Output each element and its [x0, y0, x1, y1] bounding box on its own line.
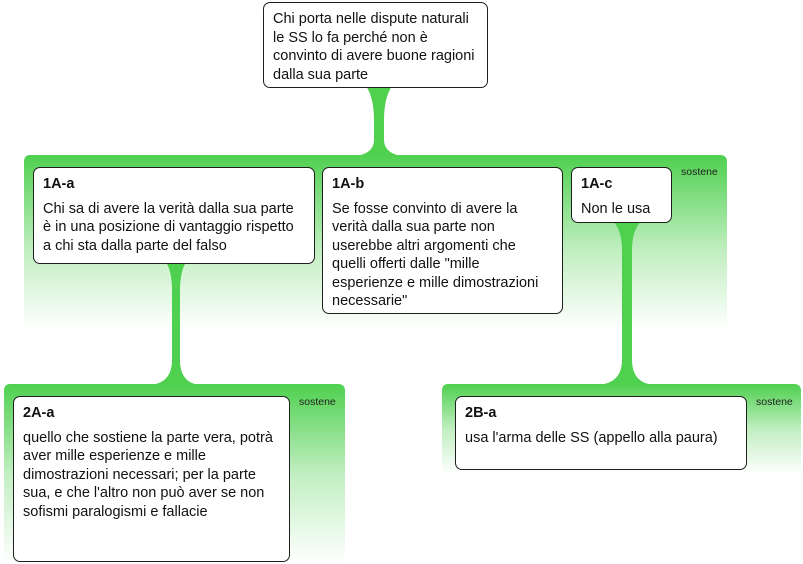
premise-2Aa-label: 2A-a [23, 405, 55, 421]
premise-2Aa-text: quello che sostiene la parte vera, potrà aver mille esperienze e mille dimostrazioni necessari; per la parte sua, e che l'altro non può aver se non sofismi paralogismi e fallacie [23, 429, 273, 520]
premise-2Ba-box[interactable] [455, 396, 747, 470]
premise-1Ac-label: 1A-c [581, 176, 613, 192]
premise-2Ba-label: 2B-a [465, 405, 497, 421]
premise-1Ac-text: Non le usa [581, 200, 651, 217]
premise-1Ac-box[interactable] [571, 167, 672, 223]
premise-1Aa-label: 1A-a [43, 176, 75, 192]
premise-1Ab-label: 1A-b [332, 176, 365, 192]
premise-1Aa-text: Chi sa di avere la verità dalla sua parte è in una posizione di vantaggio rispetto a chi sta dalla parte del falso [43, 200, 294, 254]
level1-relation-tag: sostene [681, 166, 718, 178]
premise-1Aa-box[interactable] [33, 167, 315, 264]
premise-2Ba-text: usa l'arma delle SS (appello alla paura) [465, 429, 718, 446]
root-connector-stem [350, 86, 408, 157]
root-claim-text: Chi porta nelle dispute naturali le SS lo fa perché non è convinto di avere buone ragioni dalla sua parte [273, 11, 475, 83]
root-claim-box[interactable] [263, 2, 488, 88]
level2a-relation-tag: sostene [299, 396, 336, 408]
premise-2Aa-box[interactable] [13, 396, 290, 562]
premise-1Ab-text: Se fosse convinto di avere la verità dalla sua parte non userebbe altri argomenti che quelli offerti dalle "mille esperienze e mille dimostrazioni necessarie" [332, 200, 539, 309]
level2b-relation-tag: sostene [756, 396, 793, 408]
premise-1Ab-box[interactable] [322, 167, 563, 314]
